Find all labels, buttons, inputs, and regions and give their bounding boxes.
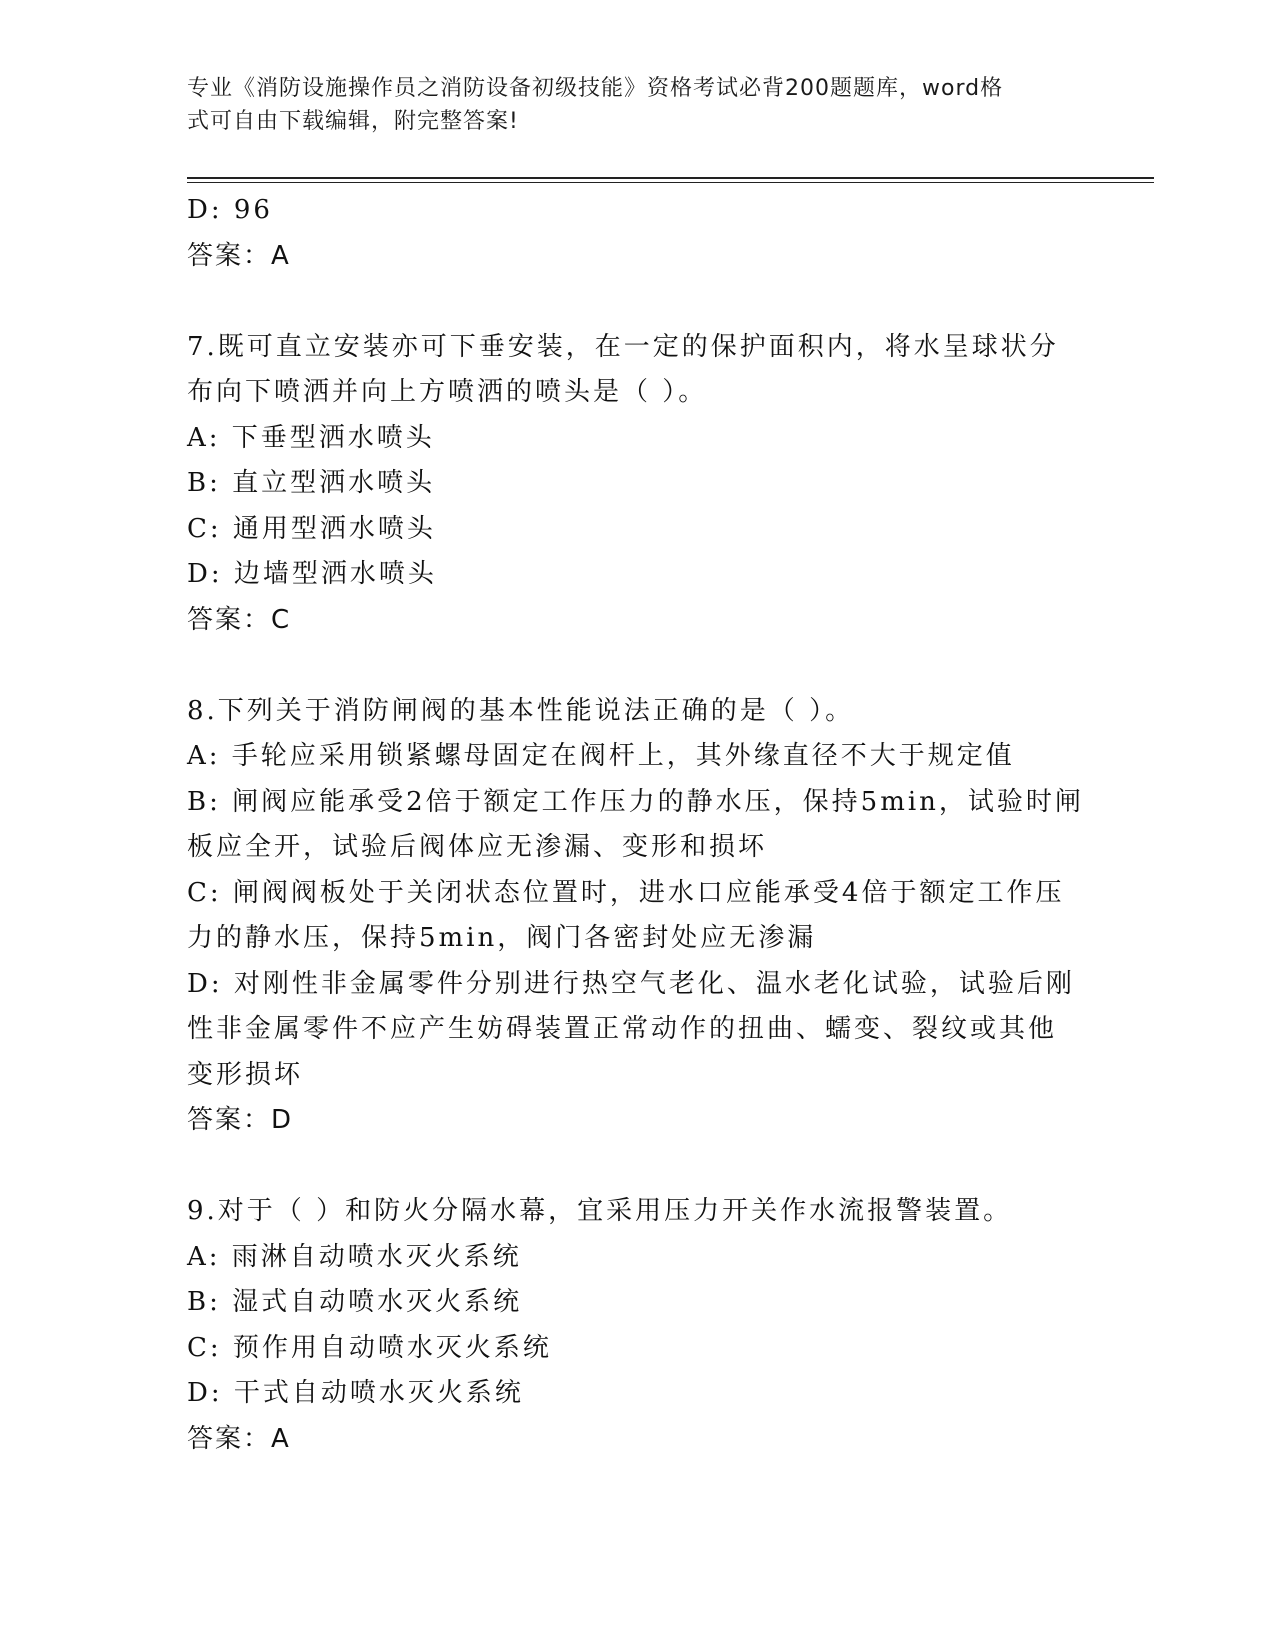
document-header bbox=[187, 72, 1087, 138]
question-8-option-c-line-2: 力的静水压，保持5min，阀门各密封处应无渗漏 bbox=[187, 923, 817, 953]
question-8-option-c-line-1: C: 闸阀阀板处于关闭状态位置时，进水口应能承受4倍于额定工作压 bbox=[187, 877, 1065, 908]
question-8-option-a: A: 手轮应采用锁紧螺母固定在阀杆上，其外缘直径不大于规定值 bbox=[187, 741, 1015, 771]
header-line-1: 专业《消防设施操作员之消防设备初级技能》资格考试必背200题题库，word格 bbox=[187, 76, 1004, 101]
spacer bbox=[187, 279, 1087, 325]
question-9-option-a: A: 雨淋自动喷水灭火系统 bbox=[187, 1241, 522, 1272]
carryover-option-d: D: 96 bbox=[187, 195, 273, 225]
spacer bbox=[187, 643, 1087, 689]
question-content bbox=[187, 188, 1087, 1462]
spacer bbox=[187, 1144, 1087, 1190]
question-9-answer: 答案：A bbox=[187, 1423, 291, 1454]
question-8-option-b-line-2: 板应全开，试验后阀体应无渗漏、变形和损坏 bbox=[187, 832, 768, 862]
header-divider-thin bbox=[187, 182, 1154, 183]
question-8-option-d-line-1: D: 对刚性非金属零件分别进行热空气老化、温水老化试验，试验后刚 bbox=[187, 968, 1075, 999]
carryover-answer: 答案：A bbox=[187, 240, 291, 271]
question-7 bbox=[187, 325, 1087, 644]
question-7-option-d: D: 边墙型洒水喷头 bbox=[187, 559, 437, 589]
question-8-option-b-line-1: B: 闸阀应能承受2倍于额定工作压力的静水压，保持5min，试验时闸 bbox=[187, 786, 1084, 817]
question-9-option-d: D: 干式自动喷水灭火系统 bbox=[187, 1378, 524, 1408]
question-9-option-b: B: 湿式自动喷水灭火系统 bbox=[187, 1287, 523, 1317]
question-8-stem-line-1: 8.下列关于消防闸阀的基本性能说法正确的是（ ）。 bbox=[187, 695, 855, 726]
question-8 bbox=[187, 689, 1087, 1144]
question-7-stem-line-2: 布向下喷洒并向上方喷洒的喷头是（ ）。 bbox=[187, 377, 708, 407]
header-divider-thick bbox=[187, 177, 1154, 179]
question-7-option-b: B: 直立型洒水喷头 bbox=[187, 468, 436, 498]
header-line-2: 式可自由下载编辑，附完整答案! bbox=[187, 109, 519, 134]
question-7-option-c: C: 通用型洒水喷头 bbox=[187, 513, 436, 544]
question-8-answer: 答案：D bbox=[187, 1105, 294, 1135]
question-9-stem-line-1: 9.对于（ ）和防火分隔水幕，宜采用压力开关作水流报警装置。 bbox=[187, 1196, 1013, 1226]
question-9-option-c: C: 预作用自动喷水灭火系统 bbox=[187, 1332, 552, 1363]
question-7-answer: 答案：C bbox=[187, 604, 292, 635]
question-8-option-d-line-2: 性非金属零件不应产生妨碍装置正常动作的扭曲、蠕变、裂纹或其他 bbox=[187, 1014, 1058, 1044]
question-8-option-d-line-3: 变形损坏 bbox=[187, 1059, 304, 1090]
question-7-option-a: A: 下垂型洒水喷头 bbox=[187, 422, 435, 453]
question-9 bbox=[187, 1189, 1087, 1462]
question-7-stem-line-1: 7.既可直立安装亦可下垂安装，在一定的保护面积内，将水呈球状分 bbox=[187, 331, 1059, 362]
